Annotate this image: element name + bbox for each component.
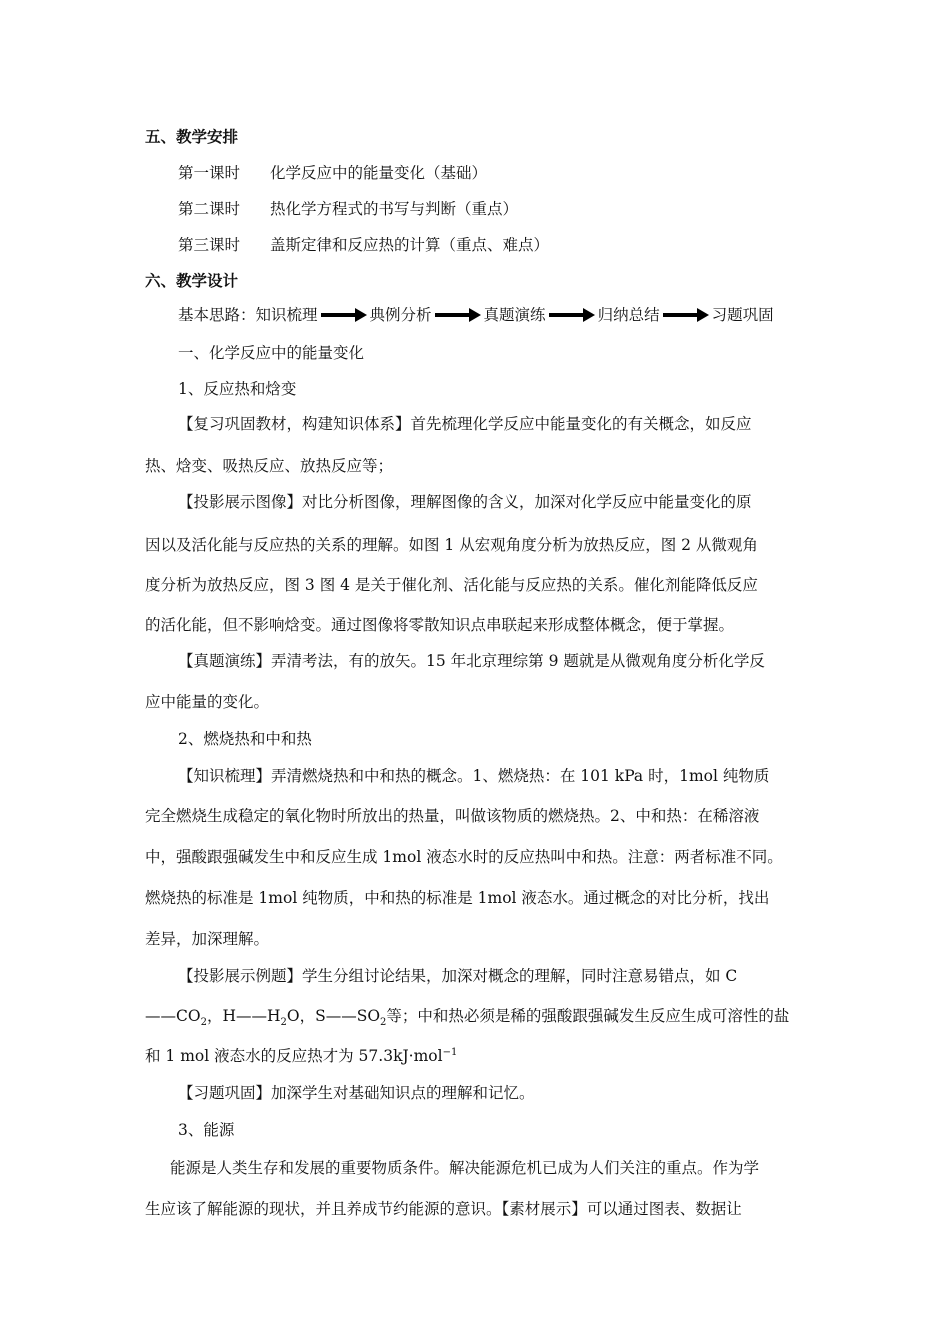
flow-step: 归纳总结 [597, 306, 660, 324]
text-run: ——CO [145, 1007, 201, 1025]
right-arrow-icon [435, 308, 481, 322]
paragraph-line [145, 1006, 790, 1029]
text-run: 等；中和热必须是稀的强酸跟强碱发生反应生成可溶性的盐 [386, 1007, 790, 1025]
paragraph-line: 【复习巩固教材，构建知识体系】首先梳理化学反应中能量变化的有关概念，如反应 [178, 415, 752, 433]
paragraph-line: 生应该了解能源的现状，并且养成节约能源的意识。【素材展示】可以通过图表、数据让 [145, 1200, 742, 1218]
paragraph-line: 【知识梳理】弄清燃烧热和中和热的概念。1、燃烧热：在 101 kPa 时，1mol 纯物质 [178, 767, 770, 785]
paragraph-line: 因以及活化能与反应热的关系的理解。如图 1 从宏观角度分析为放热反应，图 2 从微观角 [145, 536, 758, 554]
right-arrow-icon [663, 308, 709, 322]
subscript: 2 [200, 1017, 207, 1029]
schedule-text: 化学反应中的能量变化（基础） [270, 164, 488, 182]
schedule-text: 热化学方程式的书写与判断（重点） [270, 200, 519, 218]
text-run: ，H——H [206, 1007, 281, 1025]
paragraph-line: 【投影展示例题】学生分组讨论结果，加深对概念的理解，同时注意易错点，如 C [178, 967, 738, 985]
text-run: O，S——SO [286, 1007, 381, 1025]
paragraph-line: 能源是人类生存和发展的重要物质条件。解决能源危机已成为人们关注的重点。作为学 [170, 1159, 760, 1177]
subheading: 3、能源 [178, 1121, 235, 1139]
schedule-label: 第二课时 [178, 200, 241, 218]
paragraph-line: 【投影展示图像】对比分析图像，理解图像的含义，加深对化学反应中能量变化的原 [178, 493, 752, 511]
paragraph-line: 燃烧热的标准是 1mol 纯物质，中和热的标准是 1mol 液态水。通过概念的对比分析，找出 [145, 889, 770, 907]
paragraph-line: 【习题巩固】加深学生对基础知识点的理解和记忆。 [178, 1084, 535, 1102]
paragraph-line: 【真题演练】弄清考法，有的放矢。15 年北京理综第 9 题就是从微观角度分析化学反 [178, 652, 765, 670]
subscript: 2 [280, 1017, 287, 1029]
paragraph-line: 中，强酸跟强碱发生中和反应生成 1mol 液态水时的反应热叫中和热。注意：两者标准不同。 [145, 848, 783, 866]
flow-step: 习题巩固 [711, 306, 774, 324]
paragraph-line: 热、焓变、吸热反应、放热反应等； [145, 457, 394, 475]
schedule-row-3 [178, 235, 549, 255]
schedule-label: 第三课时 [178, 236, 241, 254]
flow-step: 典例分析 [369, 306, 432, 324]
schedule-row-2 [178, 199, 518, 219]
flow-line [178, 305, 774, 325]
paragraph-line: 的活化能，但不影响焓变。通过图像将零散知识点串联起来形成整体概念，便于掌握。 [145, 616, 735, 634]
section-six-title: 六、教学设计 [145, 271, 239, 290]
flow-step: 知识梳理 [255, 306, 318, 324]
right-arrow-icon [549, 308, 595, 322]
subheading: 1、反应热和焓变 [178, 380, 297, 398]
flow-prefix: 基本思路： [178, 306, 256, 324]
subheading: 2、燃烧热和中和热 [178, 730, 312, 748]
flow-step: 真题演练 [483, 306, 546, 324]
paragraph-line: 度分析为放热反应，图 3 图 4 是关于催化剂、活化能与反应热的关系。催化剂能降低反应 [145, 576, 758, 594]
text-run: 和 1 mol 液态水的反应热才为 57.3kJ·mol [145, 1047, 443, 1065]
paragraph-line: 应中能量的变化。 [145, 693, 270, 711]
schedule-row-1 [178, 163, 487, 183]
paragraph-line: 完全燃烧生成稳定的氧化物时所放出的热量，叫做该物质的燃烧热。2、中和热：在稀溶液 [145, 807, 760, 825]
paragraph-line: 差异，加深理解。 [145, 930, 270, 948]
superscript: −1 [442, 1046, 458, 1058]
paragraph-line [145, 1046, 457, 1066]
section-five-title: 五、教学安排 [145, 127, 239, 146]
schedule-text: 盖斯定律和反应热的计算（重点、难点） [270, 236, 550, 254]
subheading: 一、化学反应中的能量变化 [178, 344, 365, 362]
schedule-label: 第一课时 [178, 164, 241, 182]
right-arrow-icon [321, 308, 367, 322]
subscript: 2 [380, 1017, 387, 1029]
